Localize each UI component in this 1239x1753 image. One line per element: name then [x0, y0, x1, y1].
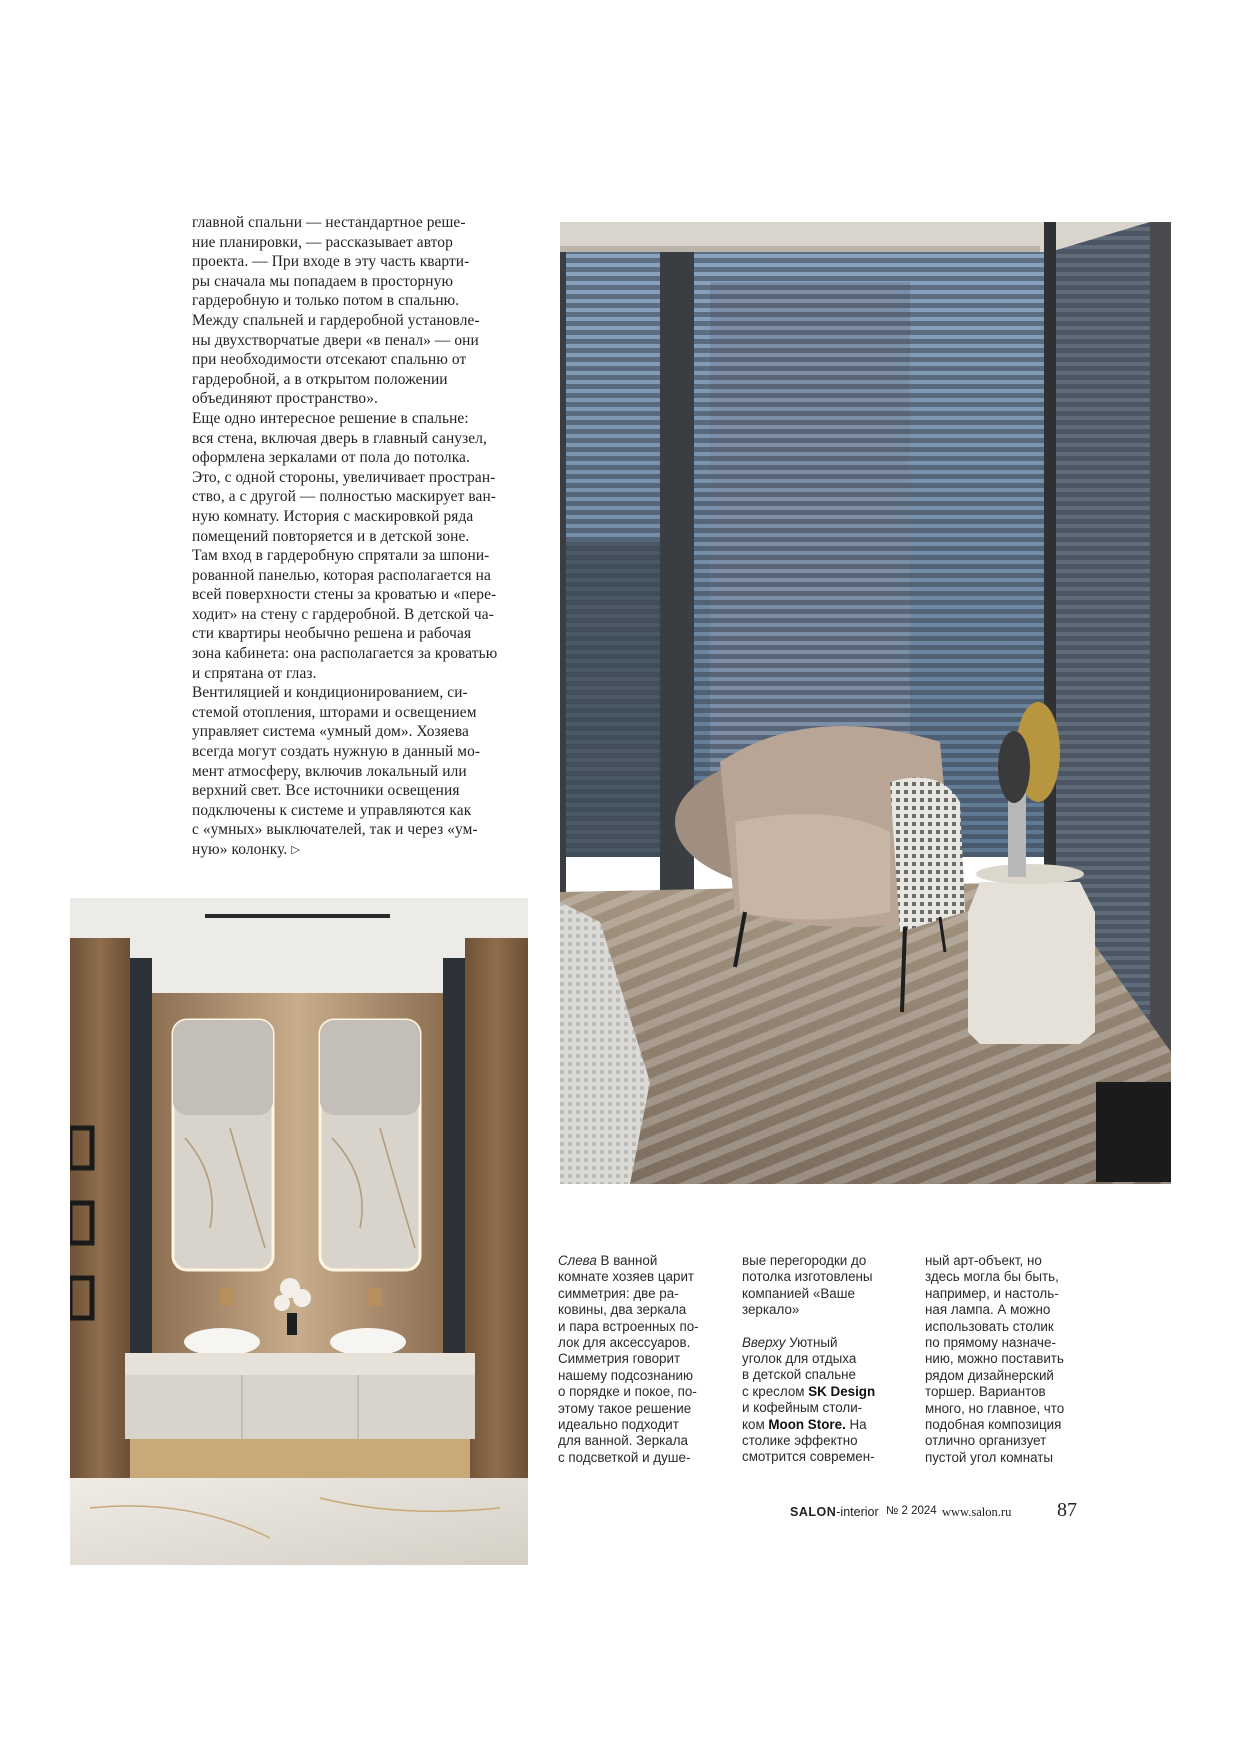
body-line: гардеробной, а в открытом положении — [192, 370, 448, 388]
caption-top-part-2: ный арт-объект, но здесь могла бы быть, например, и настоль- ная лампа. А можно использовать столик по прямому назначе- нию, можно поставить рядом дизайнерский торшер. Вариантов много, но главное, что подобная композиция отлично организует пустой угол комнаты — [925, 1253, 1065, 1465]
body-line: Между спальней и гардеробной установле- — [192, 311, 480, 329]
body-line: зона кабинета: она располагается за кроватью — [192, 645, 498, 663]
magazine-name: SALON-interior — [790, 1505, 879, 1519]
body-line: управляет система «умный дом». Хозяева — [192, 723, 469, 741]
body-line: Вентиляцией и кондиционированием, си- — [192, 684, 468, 702]
body-line: Еще одно интересное решение в спальне: — [192, 409, 469, 427]
website-url: www.salon.ru — [942, 1505, 1012, 1519]
body-line: сти квартиры необычно решена и рабочая — [192, 625, 472, 643]
end-of-article-icon: ▷ — [291, 844, 300, 856]
body-line: ходит» на стену с гардеробной. В детской ча- — [192, 605, 494, 623]
caption-left-part-2: вые перегородки до потолка изготовлены компанией «Ваше зеркало» — [742, 1253, 873, 1318]
body-line: подключены к системе и управляются как — [192, 801, 472, 819]
body-line: ры сначала мы попадаем в просторную — [192, 272, 454, 290]
bathroom-photo — [70, 898, 528, 1565]
page-footer — [790, 1499, 1080, 1525]
body-line: с «умных» выключателей, так и через «ум- — [192, 821, 478, 839]
body-line: проекта. — При входе в эту часть кварти- — [192, 253, 470, 271]
caption-column-2 — [742, 1253, 912, 1466]
body-line: всей поверхности стены за кроватью и «пере- — [192, 586, 497, 604]
body-line — [192, 840, 528, 861]
body-line: при необходимости отсекают спальню от — [192, 351, 467, 369]
body-line-text: ную» колонку. — [192, 841, 288, 858]
body-line: верхний свет. Все источники освещения — [192, 782, 460, 800]
body-line: стемой отопления, шторами и освещением — [192, 703, 477, 721]
page-number: 87 — [1057, 1499, 1077, 1521]
brand-moon-store: Moon Store. — [768, 1416, 846, 1432]
caption-top: Вверху Уютный уголок для отдыха в детской спальне с креслом SK Design и кофейным столи- ком Moon Store. На столике эффектно смотрится современ- — [742, 1334, 876, 1465]
body-line: главной спальни — нестандартное реше- — [192, 214, 466, 231]
body-line: всегда могут создать нужную в данный мо- — [192, 743, 481, 761]
issue-number: № 2 2024 — [886, 1505, 937, 1517]
body-line: ны двухстворчатые двери «в пенал» — они — [192, 331, 479, 349]
body-line: гардеробную и только потом в спальню. — [192, 292, 460, 310]
body-line: объединяют пространство». — [192, 390, 378, 408]
body-line: ную комнату. История с маскировкой ряда — [192, 507, 474, 525]
body-line: вся стена, включая дверь в главный санузел, — [192, 429, 487, 447]
body-line: ние планировки, — рассказывает автор — [192, 233, 453, 251]
body-line: Это, с одной стороны, увеличивает простран- — [192, 468, 496, 486]
caption-left-part-1: Слева В ванной комнате хозяев царит симметрия: две ра- ковины, два зеркала и пара встроенных по- лок для аксессуаров. Симметрия говорит нашему подсознанию о порядке и покое, по- этому такое решение идеально подходит для ванной. Зеркала с подсветкой и душе- — [558, 1253, 699, 1465]
article-body-text — [192, 213, 528, 861]
bedroom-photo — [560, 222, 1171, 1184]
brand-sk-design: SK Design — [808, 1383, 876, 1399]
body-line: рованной панелью, которая располагается на — [192, 566, 491, 584]
body-line: ство, а с другой — полностью маскирует ван- — [192, 488, 497, 506]
caption-top-lead: Вверху — [742, 1334, 786, 1350]
body-line: мент атмосферу, включив локальный или — [192, 762, 467, 780]
caption-left-lead: Слева — [558, 1253, 597, 1268]
body-line: Там вход в гардеробную спрятали за шпони- — [192, 547, 490, 565]
body-line: оформлена зеркалами от пола до потолка. — [192, 449, 470, 467]
body-line: и спрятана от глаз. — [192, 664, 317, 682]
body-line: помещений повторяется и в детской зоне. — [192, 527, 470, 545]
